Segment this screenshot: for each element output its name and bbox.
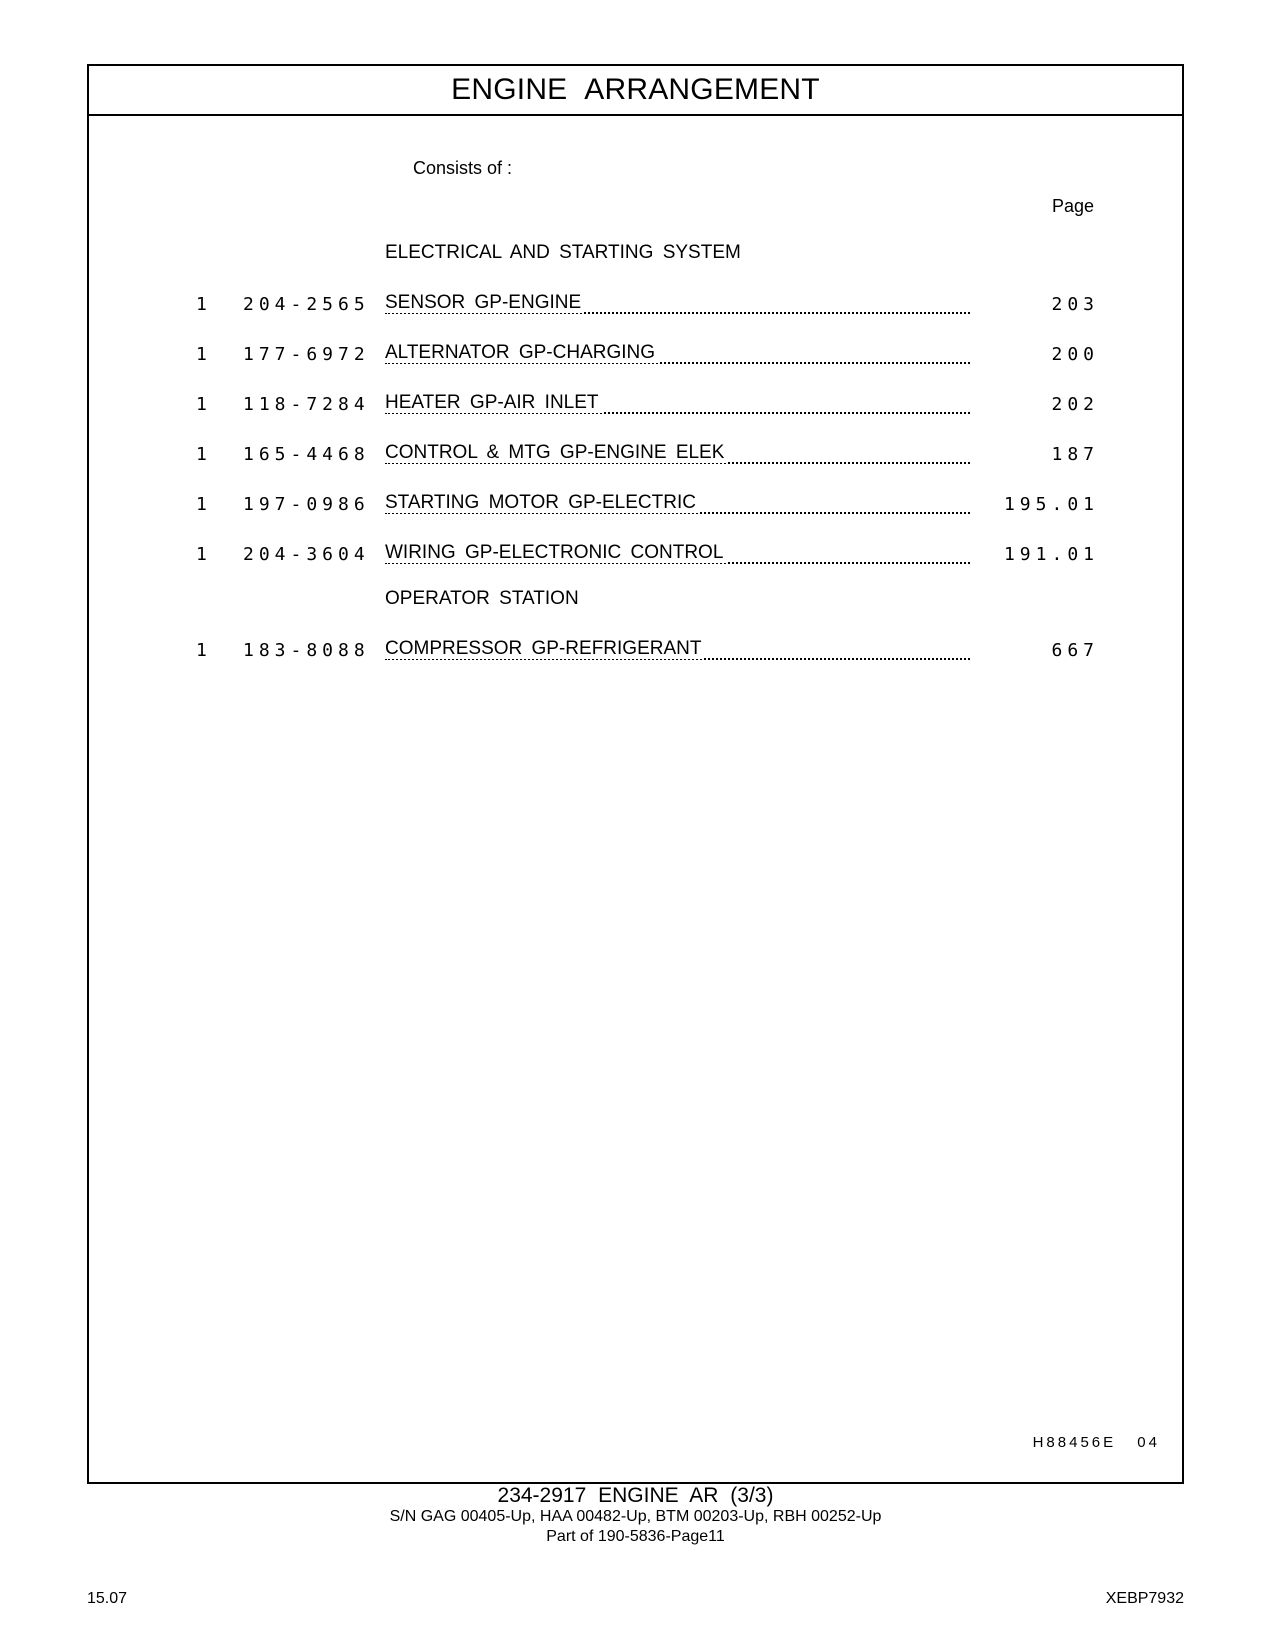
item-description: WIRING GP-ELECTRONIC CONTROL — [385, 540, 970, 570]
table-row — [89, 540, 1182, 570]
page-title: ENGINE ARRANGEMENT — [89, 66, 1182, 116]
item-page: 667 — [1051, 640, 1099, 661]
item-description: COMPRESSOR GP-REFRIGERANT — [385, 636, 970, 666]
table-row — [89, 290, 1182, 320]
item-page: 195.01 — [1003, 494, 1099, 515]
item-page: 200 — [1051, 344, 1099, 365]
item-part-number: 204-2565 — [243, 294, 370, 315]
item-qty: 1 — [196, 294, 207, 315]
item-part-number: 197-0986 — [243, 494, 370, 515]
illustration-code: H88456E 04 — [1032, 1434, 1160, 1451]
footer-serial-numbers: S/N GAG 00405-Up, HAA 00482-Up, BTM 00203-Up, RBH 00252-Up — [389, 1508, 882, 1525]
item-description: HEATER GP-AIR INLET — [385, 390, 970, 420]
footer-title: 234-2917 ENGINE AR (3/3) — [497, 1484, 774, 1507]
section-heading-operator-station: OPERATOR STATION — [385, 588, 579, 609]
item-part-number: 204-3604 — [243, 544, 370, 565]
consists-of-label: Consists of : — [413, 158, 513, 178]
item-part-number: 177-6972 — [243, 344, 370, 365]
table-row — [89, 440, 1182, 470]
table-row — [89, 390, 1182, 420]
item-part-number: 183-8088 — [243, 640, 370, 661]
document-number: XEBP7932 — [1105, 1590, 1184, 1607]
revision-number: 15.07 — [87, 1590, 128, 1607]
item-qty: 1 — [196, 394, 207, 415]
item-description: STARTING MOTOR GP-ELECTRIC — [385, 490, 970, 520]
item-qty: 1 — [196, 444, 207, 465]
item-qty: 1 — [196, 544, 207, 565]
item-qty: 1 — [196, 344, 207, 365]
table-row — [89, 636, 1182, 666]
item-part-number: 165-4468 — [243, 444, 370, 465]
item-page: 203 — [1051, 294, 1099, 315]
item-qty: 1 — [196, 494, 207, 515]
table-row — [89, 340, 1182, 370]
footer-part-of: Part of 190-5836-Page11 — [546, 1528, 725, 1545]
item-page: 187 — [1051, 444, 1099, 465]
table-row — [89, 490, 1182, 520]
item-description: SENSOR GP-ENGINE — [385, 290, 970, 320]
page-column-header: Page — [1051, 196, 1094, 216]
item-page: 202 — [1051, 394, 1099, 415]
item-part-number: 118-7284 — [243, 394, 370, 415]
item-description: ALTERNATOR GP-CHARGING — [385, 340, 970, 370]
document-frame — [87, 64, 1184, 1484]
item-page: 191.01 — [1003, 544, 1099, 565]
item-description: CONTROL & MTG GP-ENGINE ELEK — [385, 440, 970, 470]
section-heading-electrical: ELECTRICAL AND STARTING SYSTEM — [385, 242, 741, 263]
item-qty: 1 — [196, 640, 207, 661]
